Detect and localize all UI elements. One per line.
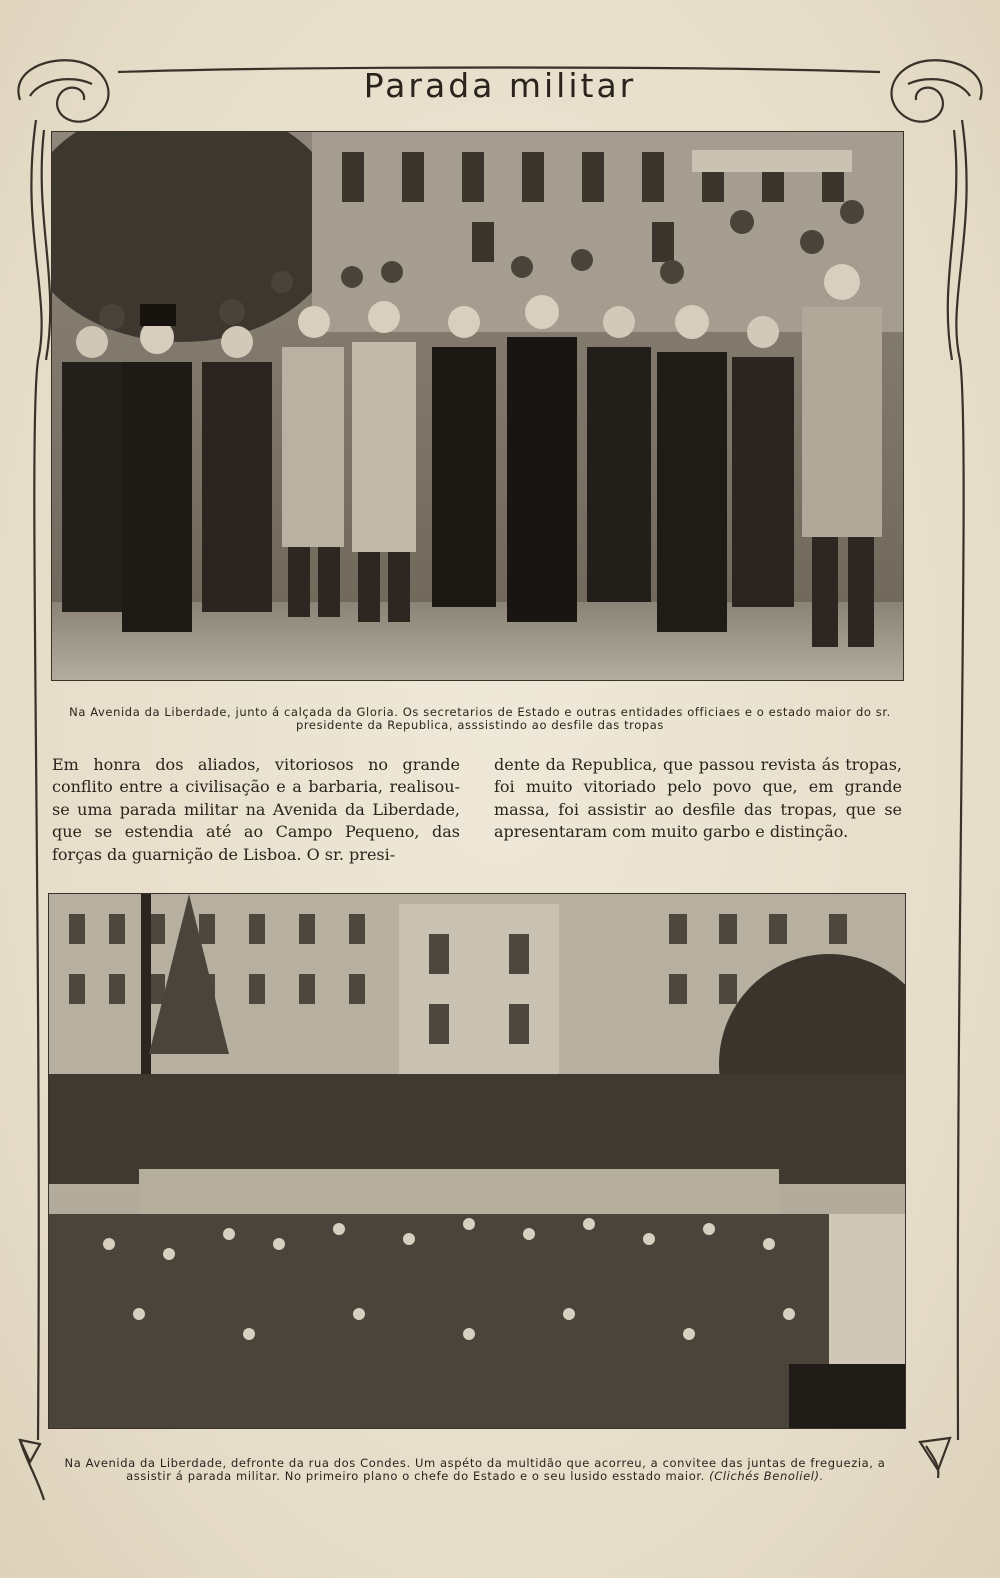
caption-crowd-text: Na Avenida da Liberdade, defronte da rua dos Condes. Um aspéto da multidão que acorreu, a convitee das juntas de freguezia, a assistir á parada militar. No primeiro plano o chefe do Estado e o seu lusido esstado maior. (64, 1456, 886, 1483)
photo-caption-crowd (55, 1457, 895, 1483)
photo-credit: (Clichés Benoliel). (709, 1469, 824, 1483)
article-column-right: dente da Republica, que passou revista ás tropas, foi muito vitoriado pelo povo que, em grande massa, foi assistir ao desfile das tropas, que se apresentaram com muito garbo e distinção. (494, 755, 902, 842)
page-title: Parada militar (363, 66, 637, 105)
photo-parade-illustration (49, 894, 905, 1428)
photo-caption-officials: Na Avenida da Liberdade, junto á calçada da Gloria. Os secretarios de Estado e outras entidades officiaes e o estado maior do sr. presidente da Republica, asssistindo ao desfile das tropas (69, 705, 891, 732)
photo-officials-illustration (52, 132, 903, 680)
photo-parade-crowd (48, 893, 906, 1429)
article-column-left: Em honra dos aliados, vitoriosos no grande conflito entre a civilisação e a barbaria, realisou-se uma parada militar na Avenida da Liberdade, que se estendia até ao Campo Pequeno, das forças da guarnição de Lisboa. O sr. presi- (52, 755, 460, 864)
photo-officials-group (51, 131, 904, 681)
